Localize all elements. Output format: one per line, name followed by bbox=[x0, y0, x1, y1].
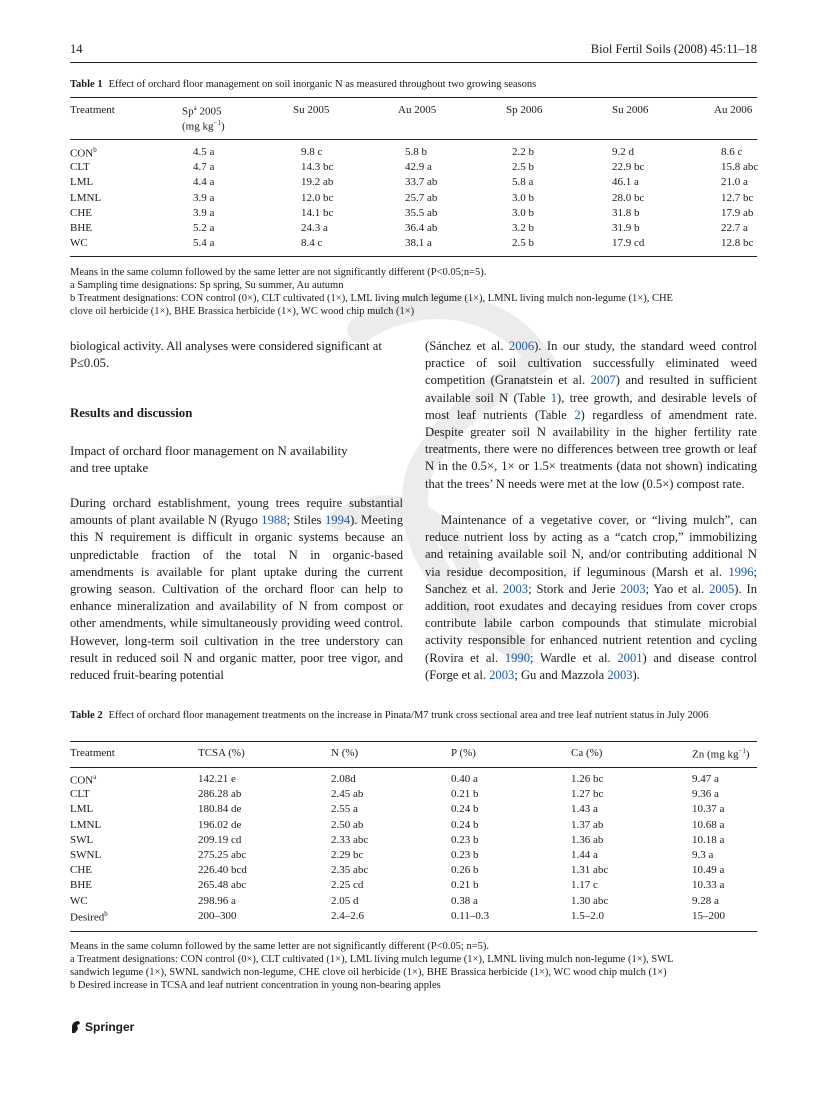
table2-cell: 10.18 a bbox=[692, 833, 725, 846]
table1-unit-label: (mg $kg^{-1}$) bbox=[182, 119, 225, 133]
table1-cell: 36.4 ab bbox=[405, 222, 438, 234]
table1-cell: 2.2 b bbox=[512, 146, 534, 158]
table2-col-n: N (%) bbox=[331, 747, 359, 759]
table1-caption-text: Effect of orchard floor management on soil inorganic N as measured throughout two growing seasons bbox=[108, 79, 537, 90]
table1-cell: 3.9 a bbox=[193, 191, 215, 204]
table1-cell: LMNL bbox=[70, 191, 102, 204]
table1-col-treatment: Treatment bbox=[70, 104, 115, 116]
table1-cell: 24.3 a bbox=[301, 222, 328, 234]
table1-cell: 12.0 bc bbox=[301, 191, 334, 204]
table2-cell: 10.33 a bbox=[692, 879, 725, 892]
table2-cell: 265.48 abc bbox=[198, 879, 247, 892]
table1-cell: 2.5 b bbox=[512, 161, 534, 174]
table1-cell: 31.9 b bbox=[612, 222, 640, 234]
table2-cell: 1.44 a bbox=[571, 849, 598, 861]
table2-cell: CHE bbox=[70, 864, 92, 877]
table2-label: Table 2 bbox=[70, 710, 103, 721]
ref-link[interactable]: 1990 bbox=[504, 650, 531, 665]
table1-label: Table 1 bbox=[70, 79, 103, 90]
table2-cell: 2.05 d bbox=[331, 894, 359, 907]
table1-cell: 25.7 ab bbox=[405, 191, 438, 204]
table1-cell: 31.8 b bbox=[612, 206, 640, 219]
table2-cell: 286.28 ab bbox=[198, 788, 242, 801]
table1-cell: 22.9 bc bbox=[612, 161, 645, 174]
left-intro-text: biological activity. All analyses were considered significant at P≤0.05. bbox=[70, 339, 382, 371]
table2-cell: 15–200 bbox=[692, 909, 725, 922]
table2-footnote-a-line2: sandwich legume (1×), SWNL sandwich non-legume, CHE clove oil herbicide (1×), BHE Brassica herbicide (1×), WC wood chip mulch (1×) bbox=[70, 967, 667, 978]
table1-col-su2005: Su 2005 bbox=[293, 104, 330, 116]
table2-cell: SWL bbox=[70, 833, 94, 846]
table1-cell: 19.2 ab bbox=[301, 176, 334, 189]
ref-link[interactable]: 2005 bbox=[709, 581, 735, 596]
table1-col-su2006: Su 2006 bbox=[612, 104, 649, 116]
table1-cell: 5.8 a bbox=[512, 176, 534, 189]
table1-cell: 14.3 bc bbox=[301, 161, 334, 174]
table1-cell: 17.9 ab bbox=[721, 206, 754, 219]
table2-cell: 0.26 b bbox=[451, 864, 479, 877]
table1-footnote-a: a Sampling time designations: Sp spring, Su summer, Au autumn bbox=[70, 280, 344, 291]
header-rule bbox=[70, 62, 757, 63]
table1-cell: 3.0 b bbox=[512, 191, 534, 204]
ref-link[interactable]: 2003 bbox=[620, 581, 646, 596]
table1-cell: 33.7 ab bbox=[405, 176, 438, 189]
table2-cell: 0.38 a bbox=[451, 894, 478, 907]
table2-cell: 1.26 bc bbox=[571, 773, 604, 785]
table1-row-superscript: b bbox=[93, 146, 97, 154]
table2-cell: 0.21 b bbox=[451, 788, 479, 801]
table1-cell: 14.1 bc bbox=[301, 206, 334, 219]
table1-header-rule bbox=[70, 139, 757, 140]
table2-cell: 298.96 a bbox=[198, 894, 236, 907]
right-paragraph-2: Maintenance of a vegetative cover, or “living mulch”, can reduce nutrient loss by acting as a “catch crop,” immobilizing and retaining available soil N, and/or contributing additional N via residue decomposition, if leguminous (Marsh et al. 1996; Sanchez et al. 2003; Stork and Jerie 2003; Yao et al. 2005). In addition, root exudates and decaying residues from cover crops contribute labile carbon compounds that stimulate microbial activity responsible for enhanced nutrient retention and cycling (Rovira et al. 1990; Wardle et al. 2001) and disease control (Forge et al. 2003; Gu and Mazzola 2003). bbox=[425, 513, 758, 682]
table2-cell: 142.21 e bbox=[198, 773, 236, 785]
table2-cell: 10.37 a bbox=[692, 803, 725, 816]
table1-cell: CLT bbox=[70, 161, 90, 174]
table2-caption bbox=[70, 709, 760, 723]
table1-cell: 21.0 a bbox=[721, 176, 748, 189]
table2-cell: 209.19 cd bbox=[198, 833, 242, 846]
table1-bottom-rule bbox=[70, 256, 757, 257]
table1-cell: 12.8 bc bbox=[721, 237, 754, 250]
horse-icon bbox=[70, 1020, 82, 1034]
table1-cell: 8.4 c bbox=[301, 237, 323, 250]
springer-logo bbox=[70, 1020, 134, 1034]
table1-col-au2005: Au 2005 bbox=[398, 104, 437, 116]
table2-cell: 1.37 ab bbox=[571, 818, 604, 831]
ref-link[interactable]: 1988 bbox=[261, 513, 287, 528]
table2-cell: 200–300 bbox=[198, 909, 237, 922]
table1-col-au2006: Au 2006 bbox=[714, 104, 753, 116]
table2-cell: 1.5–2.0 bbox=[571, 909, 604, 922]
table1-col-sp2006: Sp 2006 bbox=[506, 104, 543, 116]
table1-footnote-main: Means in the same column followed by the same letter are not significantly different (P<0.05;n=5). bbox=[70, 267, 487, 278]
section-heading: Results and discussion bbox=[70, 406, 193, 420]
left-paragraph: During orchard establishment, young trees require substantial amounts of plant available N (Ryugo 1988; Stiles 1994). Meeting this N requirement is difficult in organic systems because an unpredictable fraction of the total N in organic-based amendments is available for plant uptake during the current growing season. Cultivation of the orchard floor can help to enhance mineralization and availability of N from compost or other amendments, while simultaneously providing weed control. However, long-term soil cultivation in the tree understory can result in reduced soil N and organic matter, poor tree vigor, and reduced fruit-bearing potential bbox=[70, 496, 403, 683]
table1-cell: 17.9 cd bbox=[612, 237, 645, 250]
table2-footnote-a-line1: a Treatment designations: CON control (0×), CLT cultivated (1×), LML living mulch legume (1×), LMNL living mulch non-legume (1×), SWL bbox=[70, 954, 674, 965]
table2-cell: 1.31 abc bbox=[571, 864, 609, 877]
table2-footnote-main: Means in the same column followed by the same letter are not significantly different (P<0.05; n=5). bbox=[70, 941, 490, 952]
table2-cell: 2.55 a bbox=[331, 803, 358, 816]
table2-cell: CON$^a$ bbox=[70, 773, 97, 787]
table2-cell: Desired$^b$ bbox=[70, 909, 108, 924]
ref-link[interactable]: 2001 bbox=[617, 650, 643, 665]
table1-cell: 4.7 a bbox=[193, 161, 215, 174]
ref-link[interactable]: 2003 bbox=[607, 667, 633, 682]
table2-cell: 2.33 abc bbox=[331, 833, 369, 846]
table2-cell: 9.3 a bbox=[692, 849, 714, 861]
table1-cell: 35.5 ab bbox=[405, 206, 438, 219]
table2-footnotes bbox=[70, 940, 760, 992]
table2-cell: 2.35 abc bbox=[331, 864, 369, 877]
table1-cell: 12.7 bc bbox=[721, 191, 754, 204]
publisher-name: Springer bbox=[85, 1020, 135, 1034]
table1-cell: CON$^b$ bbox=[70, 146, 97, 160]
table2-cell: 0.21 b bbox=[451, 879, 479, 892]
table1-cell: 9.2 d bbox=[612, 146, 634, 158]
table2-cell: WC bbox=[70, 894, 88, 907]
table2-bottom-rule bbox=[70, 931, 757, 932]
subsection-heading: Impact of orchard floor management on N availability and tree uptake bbox=[70, 444, 348, 475]
table2-col-treatment: Treatment bbox=[70, 747, 115, 759]
table1-cell: WC bbox=[70, 237, 88, 250]
table1-cell: 3.0 b bbox=[512, 206, 534, 219]
table1-cell: 22.7 a bbox=[721, 222, 748, 234]
table1-cell: CHE bbox=[70, 206, 92, 219]
table1-top-rule bbox=[70, 97, 757, 98]
table2-header-rule bbox=[70, 767, 757, 768]
table2-cell: 1.36 ab bbox=[571, 833, 604, 846]
table1-cell: 5.2 a bbox=[193, 222, 215, 234]
table2-col-tcsa: TCSA (%) bbox=[198, 747, 245, 759]
table1-cell: 8.6 c bbox=[721, 146, 743, 158]
table2-cell: 10.68 a bbox=[692, 818, 725, 831]
table2-cell: 1.17 c bbox=[571, 879, 598, 892]
table2-cell: 1.43 a bbox=[571, 803, 598, 816]
table2-cell: 0.23 b bbox=[451, 849, 479, 861]
ref-link[interactable]: 2006 bbox=[508, 339, 535, 353]
table2-cell: 0.40 a bbox=[451, 773, 478, 785]
ref-link[interactable]: 2003 bbox=[489, 667, 515, 682]
table2-top-rule bbox=[70, 741, 757, 742]
table1-footnote-b-line1: b Treatment designations: CON control (0×), CLT cultivated (1×), LML living mulch legume (1×), LMNL living mulch non-legume (1×), CHE bbox=[70, 293, 673, 304]
table2-cell: 0.23 b bbox=[451, 833, 479, 846]
table1-cell: 3.9 a bbox=[193, 206, 215, 219]
table2-cell: LMNL bbox=[70, 818, 102, 831]
ref-link[interactable]: 2007 bbox=[590, 373, 616, 388]
ref-link[interactable]: 2 bbox=[574, 407, 581, 422]
ref-link[interactable]: 1996 bbox=[728, 564, 754, 579]
table2-col-zn: Zn (mg $kg^{-1}$) bbox=[692, 747, 750, 761]
table2-cell: 2.45 ab bbox=[331, 788, 364, 801]
table2-cell: 0.24 b bbox=[451, 818, 479, 831]
table1-cell: 2.5 b bbox=[512, 237, 534, 250]
table2-cell: 10.49 a bbox=[692, 864, 725, 877]
table1-cell: 5.8 b bbox=[405, 146, 427, 158]
table2-cell: 1.30 abc bbox=[571, 894, 609, 907]
table2-row-superscript: b bbox=[104, 909, 108, 918]
table1-col-sp2005: Sp$^a$ 2005 bbox=[182, 104, 222, 118]
table2-cell: 2.25 cd bbox=[331, 879, 364, 892]
table2-col-ca: Ca (%) bbox=[571, 747, 603, 759]
table2-cell: 9.28 a bbox=[692, 894, 719, 907]
table2-cell: LML bbox=[70, 803, 94, 816]
page-number: 14 bbox=[70, 42, 83, 56]
table2-footnote-b: b Desired increase in TCSA and leaf nutrient concentration in young non-bearing apples bbox=[70, 980, 441, 991]
table1-cell: 4.5 a bbox=[193, 146, 215, 158]
table2-cell: SWNL bbox=[70, 849, 102, 861]
table2-cell: 9.47 a bbox=[692, 773, 719, 785]
table2-cell: 2.4–2.6 bbox=[331, 909, 364, 922]
table2-cell: 180.84 de bbox=[198, 803, 242, 816]
journal-citation: Biol Fertil Soils (2008) 45:11–18 bbox=[590, 42, 757, 56]
table2-cell: 2.08d bbox=[331, 773, 356, 785]
table2-cell: 0.24 b bbox=[451, 803, 479, 816]
table2-col-p: P (%) bbox=[451, 747, 476, 759]
table2-cell: CLT bbox=[70, 788, 90, 801]
table2-cell: 226.40 bcd bbox=[198, 864, 247, 877]
table1-footnote-b-line2: clove oil herbicide (1×), BHE Brassica herbicide (1×), WC wood chip mulch (1×) bbox=[70, 306, 415, 317]
table1-footnotes bbox=[70, 266, 760, 318]
table1-cell: LML bbox=[70, 176, 94, 189]
table2-cell: BHE bbox=[70, 879, 92, 892]
table1-cell: 3.2 b bbox=[512, 222, 534, 234]
table2-row-superscript: a bbox=[93, 773, 97, 781]
table2-cell: 2.29 bc bbox=[331, 849, 364, 861]
ref-link[interactable]: 2003 bbox=[502, 581, 529, 596]
table1-cell: 46.1 a bbox=[612, 176, 639, 189]
ref-link[interactable]: 1994 bbox=[324, 513, 351, 528]
table1-cell: 42.9 a bbox=[405, 161, 432, 174]
table2-cell: 275.25 abc bbox=[198, 849, 247, 861]
table2-cell: 0.11–0.3 bbox=[451, 909, 490, 922]
table2-cell: 2.50 ab bbox=[331, 818, 364, 831]
table2-cell: 196.02 de bbox=[198, 818, 242, 831]
table1-cell: 15.8 abc bbox=[721, 161, 759, 174]
table1-cell: 4.4 a bbox=[193, 176, 215, 189]
table2-caption-text: Effect of orchard floor management treatments on the increase in Pinata/M7 trunk cross sectional area and tree leaf nutrient status in July 2006 bbox=[108, 710, 709, 721]
table2-cell: 1.27 bc bbox=[571, 788, 604, 801]
table1-caption bbox=[70, 78, 760, 92]
table2-cell: 9.36 a bbox=[692, 788, 719, 801]
ref-link[interactable]: 1 bbox=[550, 390, 557, 405]
table1-cell: BHE bbox=[70, 222, 92, 234]
table1-cell: 38.1 a bbox=[405, 237, 432, 250]
right-paragraph-1: (Sánchez et al. 2006). In our study, the standard weed control practice of soil cultivation successfully eliminated weed competition (Granatstein et al. 2007) and resulted in sufficient available soil N (Table 1), tree growth, and desirable levels of most leaf nutrients (Table 2) regardless of amendment rate. Despite greater soil N availability in the higher fertility rate treatments, there were no differences between tree growth or leaf N in the 0.5×, 1× or 1.5× treatments (data not shown) indicating that the trees’ N needs were met at the low (0.5×) compost rate. bbox=[425, 339, 758, 491]
table1-cell: 9.8 c bbox=[301, 146, 323, 158]
table1-cell: 5.4 a bbox=[193, 237, 215, 250]
table1-cell: 28.0 bc bbox=[612, 191, 645, 204]
